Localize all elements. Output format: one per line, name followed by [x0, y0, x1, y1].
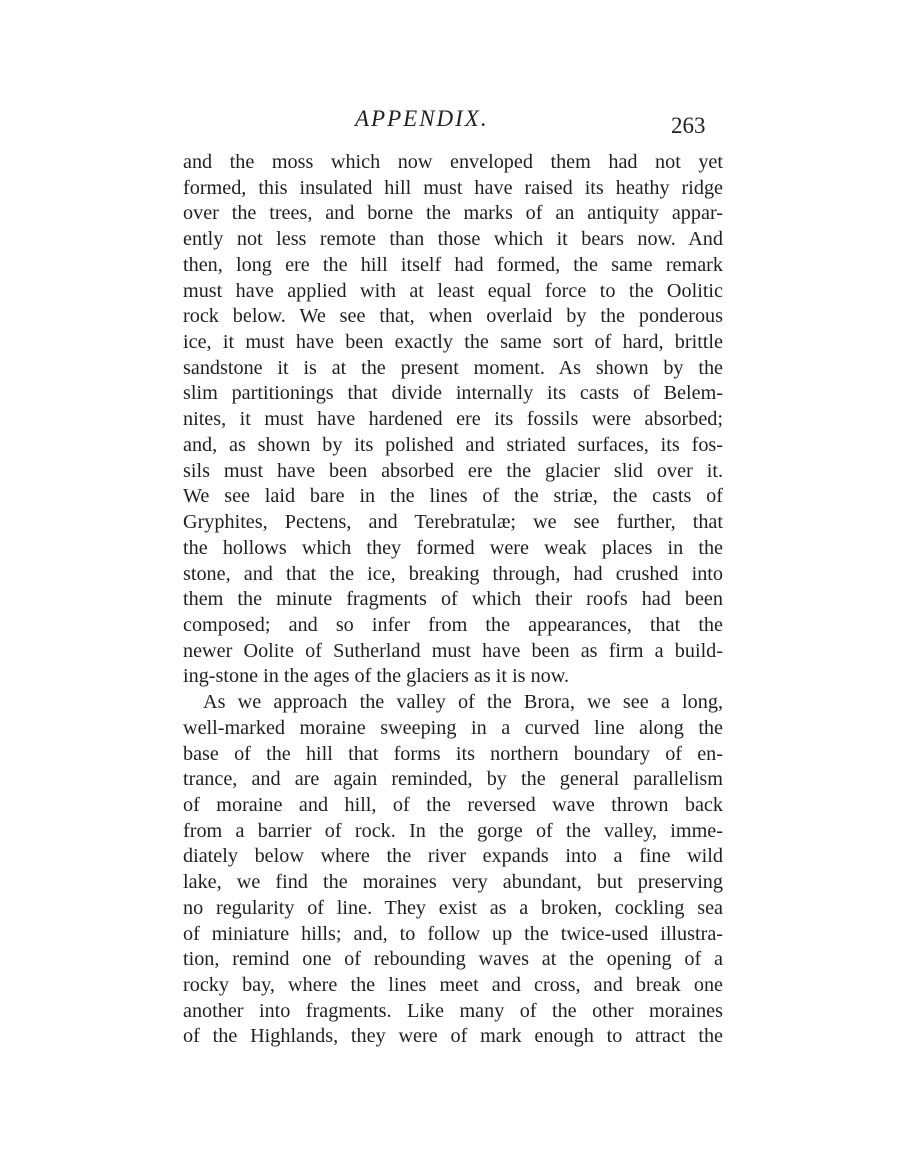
page-number: 263 — [671, 113, 706, 138]
text-line: well-marked moraine sweeping in a curved line along the — [183, 716, 723, 739]
text-line: sils must have been absorbed ere the glacier slid over it. — [183, 459, 723, 482]
text-line: base of the hill that forms its northern boundary of en- — [183, 742, 723, 765]
text-line: over the trees, and borne the marks of an antiquity appar- — [183, 202, 723, 225]
text-line: of the Highlands, they were of mark enough to attract the — [183, 1025, 723, 1048]
text-line: sandstone it is at the present moment. As shown by the — [183, 356, 723, 379]
text-line: nites, it must have hardened ere its fossils were absorbed; — [183, 408, 723, 431]
text-line: rock below. We see that, when overlaid by the ponderous — [183, 305, 723, 328]
text-line: As we approach the valley of the Brora, we see a long, — [203, 691, 723, 714]
text-line: and the moss which now enveloped them had not yet — [183, 151, 723, 173]
text-line: of miniature hills; and, to follow up the twice-used illustra- — [183, 922, 723, 945]
text-line: must have applied with at least equal force to the Oolitic — [183, 279, 723, 302]
text-line: ice, it must have been exactly the same sort of hard, brittle — [183, 331, 723, 354]
text-line: stone, and that the ice, breaking through, had crushed into — [183, 562, 723, 585]
running-title: APPENDIX. — [355, 106, 489, 131]
running-head — [0, 104, 900, 138]
text-line: formed, this insulated hill must have raised its heathy ridge — [183, 176, 723, 199]
text-line: composed; and so infer from the appearances, that the — [183, 613, 723, 636]
text-line: another into fragments. Like many of the other moraines — [183, 999, 723, 1022]
text-line: lake, we find the moraines very abundant, but preserving — [183, 871, 723, 894]
text-line: then, long ere the hill itself had formed, the same remark — [183, 253, 723, 276]
text-line: no regularity of line. They exist as a broken, cockling sea — [183, 896, 723, 919]
text-line: We see laid bare in the lines of the striæ, the casts of — [183, 485, 723, 508]
text-line: from a barrier of rock. In the gorge of the valley, imme- — [183, 819, 723, 842]
text-line: diately below where the river expands into a fine wild — [183, 845, 723, 868]
text-line: slim partitionings that divide internally its casts of Belem- — [183, 382, 723, 405]
text-line: of moraine and hill, of the reversed wave thrown back — [183, 793, 723, 816]
text-line: Gryphites, Pectens, and Terebratulæ; we see further, that — [183, 511, 723, 534]
paragraph-2 — [183, 690, 723, 1050]
text-line: trance, and are again reminded, by the general parallelism — [183, 768, 723, 791]
text-line: ently not less remote than those which it bears now. And — [183, 228, 723, 251]
text-line: rocky bay, where the lines meet and cross, and break one — [183, 974, 723, 996]
text-line: them the minute fragments of which their roofs had been — [183, 588, 723, 611]
text-line: tion, remind one of rebounding waves at the opening of a — [183, 948, 723, 971]
paragraph-1 — [183, 150, 723, 690]
text-line: newer Oolite of Sutherland must have been as firm a build- — [183, 639, 723, 662]
text-line: ing-stone in the ages of the glaciers as it is now. — [183, 665, 570, 688]
text-line: the hollows which they formed were weak places in the — [183, 536, 723, 559]
body-text — [183, 150, 723, 1050]
text-line: and, as shown by its polished and striated surfaces, its fos- — [183, 433, 723, 456]
